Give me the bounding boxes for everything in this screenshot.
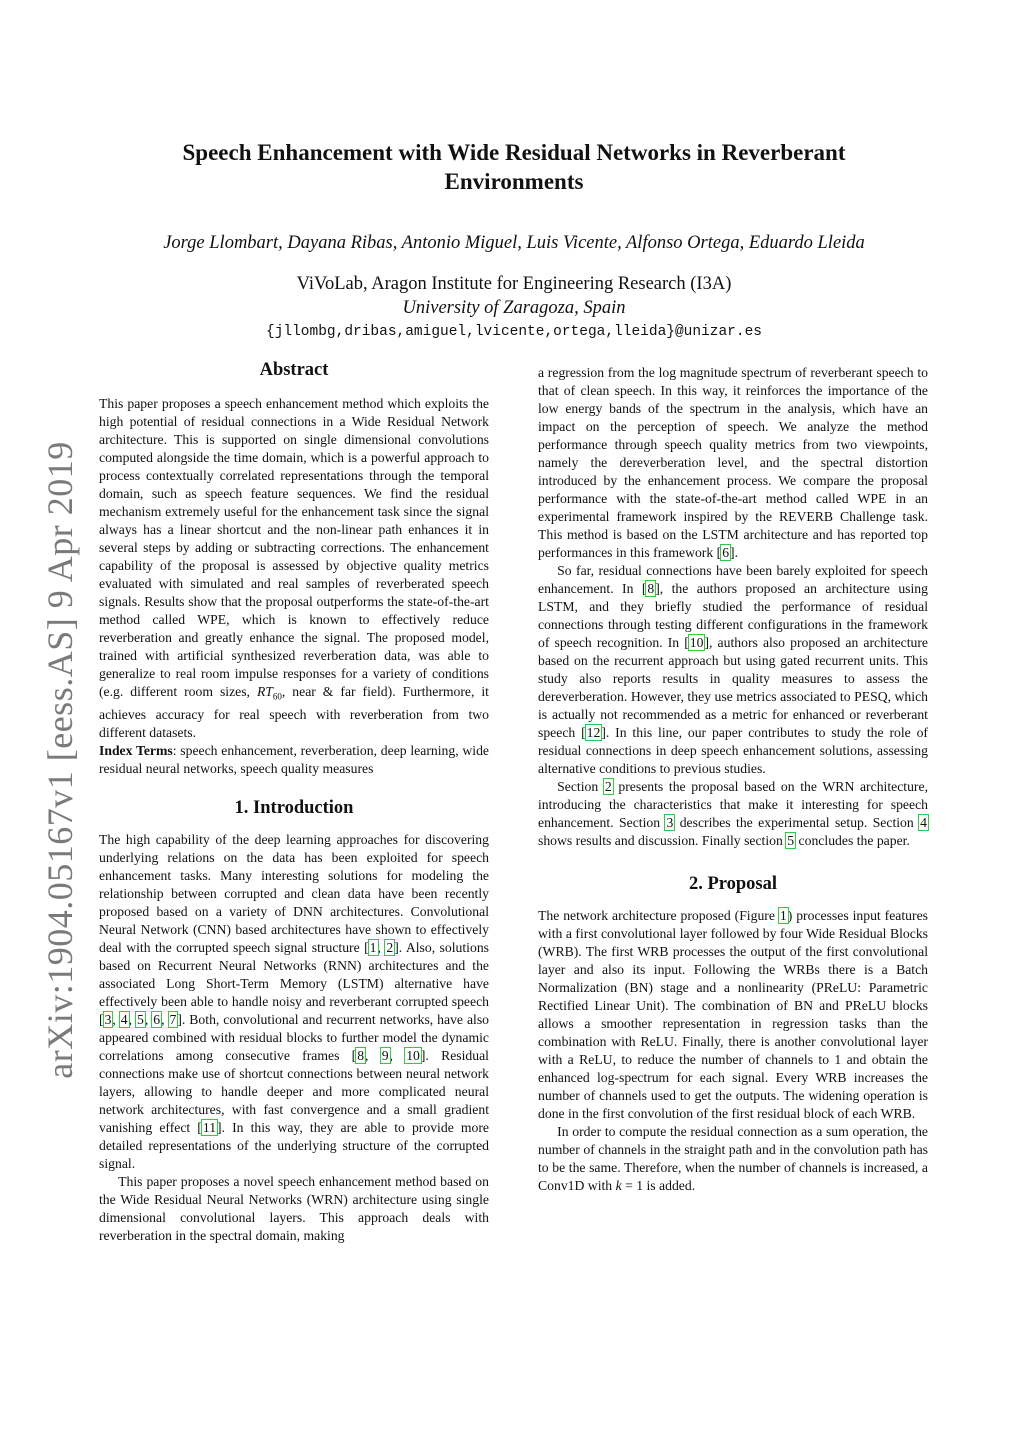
body-text: ], authors also proposed an architecture based on the recurrent approach but using gated recurrent units. This study also reports results in quality measures to assess the dereverberation. However, they use metrics associated to PESQ, which is actually not recommended as a metric for enhanced or reverberant speech [ <box>538 635 928 740</box>
intro-text: , <box>365 1047 381 1063</box>
citation-link[interactable]: 4 <box>120 1011 128 1027</box>
intro-text: ]. In this way, they are able to provide more detailed representations of the underlying structure of the corrupted signal. <box>99 1119 489 1171</box>
citation-link[interactable]: 6 <box>153 1011 161 1027</box>
body-text: shows results and discussion. Finally section <box>538 833 787 848</box>
abstract-heading: Abstract <box>259 360 329 380</box>
intro-text: , <box>377 939 386 955</box>
index-terms-text: : speech enhancement, reverberation, deep learning, wide residual neural networks, speech quality measures <box>99 742 489 776</box>
citation-link[interactable]: 5 <box>137 1011 144 1027</box>
body-text: = 1 is added. <box>621 1178 696 1193</box>
affiliation: ViVoLab, Aragon Institute for Engineering Research (I3A) <box>296 274 732 294</box>
rt-subscript: 60 <box>272 691 282 702</box>
university: University of Zaragoza, Spain <box>402 298 626 318</box>
body-text: ]. In this line, our paper contributes to study the role of residual connections in deep speech enhancement solutions, assessing alternative conditions to previous studies. <box>538 725 928 776</box>
citation-link[interactable]: 10 <box>406 1047 420 1063</box>
intro-text: , <box>144 1011 153 1027</box>
abstract-text-1: This paper proposes a speech enhancement method which exploits the high potential of residual connections in a Wide Residual Network architecture. This is supported on single dimensional convolutions computed alongside the time domain, which is a powerful approach to process contextually correlated representations through the temporal domain, such as speech feature sequences. We find the residual mechanism extremely useful for the enhancement task since the signal always has a linear shortcut and the non-linear path enhances it in several steps by adding or subtracting corrections. The enhancement capability of the proposal is assessed by objective quality metrics evaluated with simulated and real samples of reverberated speech signals. Results show that the proposal outperforms the state-of-the-art method called WPE, which is known to effectively reduce reverberation and greatly enhance the signal. The proposed model, trained with artificial synthesized reverberation data, was able to generalize to real room impulse responses for a variety of conditions (e.g. different room sizes, <box>99 396 489 699</box>
intro-text: The high capability of the deep learning approaches for discovering underlying relations on the data has been exploited for speech enhancement tasks. Many interesting solutions for modeling the relationship between corrupted and clean data have been recently proposed based on a variety of DNN architectures. Convolutional Neural Network (CNN) based architectures have shown to effectively deal with the corrupted speech signal structure [ <box>99 831 489 955</box>
intro-paragraph-2: This paper proposes a novel speech enhancement method based on the Wide Residual Neural Networks (WRN) architecture using single dimensional convolutional layers. This approach deals with reverberation in the spectral domain, making <box>99 1173 489 1243</box>
intro-paragraph-5 <box>538 778 928 850</box>
citation-link[interactable]: 2 <box>386 939 394 955</box>
abstract-text-2: , near & far field). Furthermore, it achieves accuracy for real speech with reverberation from two different datasets. <box>99 684 489 740</box>
body-text: In order to compute the residual connection as a sum operation, the number of channels in the straight path and in the convolution path has to be the same. Therefore, when the number of channels is increased, a Conv1D with <box>538 1124 928 1193</box>
index-terms <box>99 742 489 778</box>
citation-link[interactable]: 8 <box>647 581 655 596</box>
citation-link[interactable]: 1 <box>369 939 377 955</box>
body-text: So far, residual connections have been barely exploited for speech enhancement. In [ <box>538 563 928 596</box>
citation-link[interactable]: 8 <box>357 1047 365 1063</box>
citation-link[interactable]: 10 <box>689 635 704 650</box>
arxiv-identifier-stamp: arXiv:1904.05167v1 [eess.AS] 9 Apr 2019 <box>40 441 80 1079</box>
body-text: describes the experimental setup. Section <box>674 815 920 830</box>
proposal-heading: 2. Proposal <box>688 874 778 894</box>
proposal-paragraph-1 <box>538 907 928 1123</box>
left-column <box>99 358 489 1245</box>
citation-link[interactable]: 6 <box>722 545 730 560</box>
intro-paragraph-1 <box>99 831 489 1173</box>
section-link[interactable]: 4 <box>920 815 927 830</box>
section-link[interactable]: 3 <box>666 815 674 830</box>
figure-link[interactable]: 1 <box>779 908 787 923</box>
citation-link[interactable]: 11 <box>202 1119 217 1135</box>
kernel-symbol: k <box>615 1178 622 1193</box>
section-link[interactable]: 2 <box>604 779 612 794</box>
citation-link[interactable]: 9 <box>381 1047 389 1063</box>
paper-title <box>100 138 928 196</box>
author-emails: {jllombg,dribas,amiguel,lvicente,ortega,lleida}@unizar.es <box>266 324 762 340</box>
body-text: ) processes input features with a first convolutional layer followed by four Wide Residual Blocks (WRB). The first WRB processes the output of the first convolutional layer and also its input. Following the WRBs there is a Batch Normalization (BN) stage and a nonlinearity (PReLU: Parametric Rectified Linear Unit). The combination of BN and PReLU blocks allows a smoother representation in regression tasks than the combination with ReLU. Finally, there is another convolutional layer with a ReLU, to reduce the number of channels to 1 and obtain the enhanced log-spectrum for each signal. Every WRB increases the number of channels used to get the outputs. The widening operation is done in the first convolution of the first residual block of each WRB. <box>538 908 928 1121</box>
intro-text: ]. Both, convolutional and recurrent networks, have also appeared combined with residual blocks to further model the dynamic correlations among consecutive frames [ <box>99 1011 490 1063</box>
title-line-1: Speech Enhancement with Wide Residual Networks in Reverberant <box>182 140 846 165</box>
intro-text: , <box>112 1011 120 1027</box>
citation-link[interactable]: 3 <box>104 1011 112 1027</box>
intro-paragraph-4 <box>538 562 928 778</box>
body-text: ], the authors proposed an architecture using LSTM, and they briefly studied the performance of residual connections through testing different configurations in the framework of speech recognition. In [ <box>538 581 928 650</box>
body-text: The network architecture proposed (Figure <box>538 908 779 923</box>
citation-link[interactable]: 7 <box>169 1011 177 1027</box>
introduction-heading: 1. Introduction <box>234 797 354 818</box>
body-text: concludes the paper. <box>795 833 910 848</box>
author-list: Jorge Llombart, Dayana Ribas, Antonio Miguel, Luis Vicente, Alfonso Ortega, Eduardo Lleida <box>163 233 865 253</box>
body-text: Section <box>557 779 604 794</box>
intro-text: ]. Residual connections make use of shortcut connections between neural network layers, allowing to handle deeper and more complicated neural network architectures, with fast convergence and a small gradient vanishing effect [ <box>99 1047 489 1135</box>
intro-paragraph-3 <box>538 364 928 562</box>
body-text: ]. <box>730 545 739 560</box>
rt-symbol: RT <box>256 684 273 699</box>
intro-text: , <box>161 1011 169 1027</box>
intro-text: ]. Also, solutions based on Recurrent Neural Networks (RNN) architectures and the associated Long Short-Term Memory (LSTM) alternative have effectively been able to handle noisy and reverberant corrupted speech [ <box>99 939 489 1027</box>
paper-header <box>100 138 928 344</box>
abstract-paragraph <box>99 395 489 742</box>
intro-text: , <box>128 1011 137 1027</box>
section-link[interactable]: 5 <box>787 833 795 848</box>
body-text: presents the proposal based on the WRN architecture, introducing the characteristics that make it interesting for speech enhancement. Section <box>538 779 928 830</box>
intro-text: , <box>389 1047 406 1063</box>
right-column <box>538 364 928 1195</box>
proposal-paragraph-2 <box>538 1123 928 1195</box>
body-text: a regression from the log magnitude spectrum of reverberant speech to that of clean speech. In this way, it reinforces the importance of the low energy bands of the spectrum in the analysis, which have an impact on the perception of speech. We analyze the method performance through speech quality metrics from two viewpoints, namely the dereverberation level, and the spectral distortion introduced by the enhancement process. We compare the proposal performance with the state-of-the-art method called WPE in an experimental framework inspired by the REVERB Challenge task. This method is based on the LSTM architecture and has reported top performances in this framework [ <box>538 365 928 560</box>
index-terms-label: Index Terms <box>99 742 173 758</box>
citation-link[interactable]: 12 <box>586 725 601 740</box>
title-line-2: Environments <box>444 169 584 194</box>
